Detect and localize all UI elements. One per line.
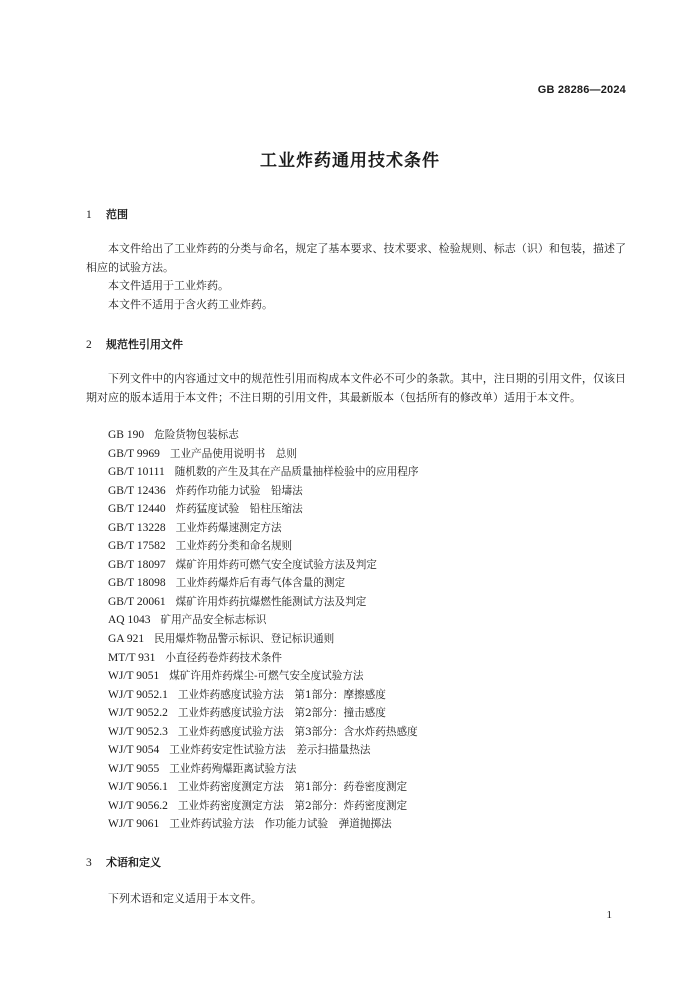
reference-item [108,537,418,556]
reference-title: 工业炸药密度测定方法 第2部分：炸药密度测定 [177,799,408,812]
reference-item [108,723,418,742]
reference-item [108,519,418,538]
reference-item [108,426,418,445]
reference-code: WJ/T 9061 [108,818,160,831]
paragraph: 下列术语和定义适用于本文件。 [108,892,262,905]
reference-title: 矿用产品安全标志标识 [160,614,267,627]
reference-code: GB/T 12436 [108,484,166,497]
reference-code: WJ/T 9056.2 [108,799,168,812]
reference-title: 工业炸药感度试验方法 第1部分：摩擦感度 [177,688,386,701]
reference-code: WJ/T 9052.2 [108,707,168,720]
reference-item [108,649,418,668]
reference-code: GB/T 9969 [108,447,160,460]
paragraph: 本文件不适用于含火药工业炸药。 [108,297,273,311]
reference-code: MT/T 931 [108,651,156,664]
reference-item [108,500,418,519]
reference-title: 煤矿许用炸药抗爆燃性能测试方法及判定 [175,595,367,608]
reference-code: AQ 1043 [108,614,151,627]
reference-code: GB/T 10111 [108,466,165,479]
reference-title: 民用爆炸物品警示标识、登记标识通则 [154,633,335,646]
reference-title: 危险货物包装标志 [154,429,239,441]
section-title: 范围 [106,208,128,221]
reference-code: GB/T 12440 [108,503,166,516]
reference-title: 工业炸药分类和命名规则 [175,540,293,553]
reference-item [108,797,418,816]
reference-code: WJ/T 9056.1 [108,781,168,794]
reference-title: 工业炸药感度试验方法 第2部分：撞击感度 [177,707,386,720]
page-number: 1 [606,909,612,921]
reference-code: GB/T 17582 [108,540,166,553]
reference-title: 小直径药卷炸药技术条件 [165,651,282,664]
reference-item [108,611,418,630]
section-number: 3 [86,857,92,869]
reference-item [108,445,418,464]
reference-title: 工业炸药安定性试验方法 差示扫描量热法 [169,744,371,757]
reference-item [108,593,418,612]
section-3-intro [86,890,626,909]
reference-title: 工业产品使用说明书 总则 [169,447,297,460]
section-2-intro [86,370,626,407]
reference-title: 随机数的产生及其在产品质量抽样检验中的应用程序 [174,466,419,479]
reference-code: WJ/T 9052.3 [108,725,168,738]
reference-code: GB/T 13228 [108,521,166,534]
reference-title: 炸药猛度试验 铅柱压缩法 [175,503,303,516]
reference-title: 工业炸药密度测定方法 第1部分：药卷密度测定 [177,781,408,794]
reference-item [108,463,418,482]
reference-title: 工业炸药爆速测定方法 [175,521,282,534]
reference-code: GB/T 18098 [108,577,166,590]
section-number: 2 [86,339,92,351]
reference-title: 煤矿许用炸药煤尘-可燃气安全度试验方法 [169,670,364,683]
reference-title: 工业炸药殉爆距离试验方法 [169,762,297,775]
section-1-heading [86,206,128,222]
reference-code: GB 190 [108,429,145,441]
reference-title: 工业炸药试验方法 作功能力试验 弹道抛掷法 [169,818,392,831]
reference-item [108,741,418,760]
reference-item [108,482,418,501]
reference-title: 煤矿许用炸药可燃气安全度试验方法及判定 [175,558,377,571]
reference-code: GB/T 20061 [108,595,166,608]
section-title: 规范性引用文件 [106,338,183,351]
reference-title: 工业炸药感度试验方法 第3部分：含水炸药热感度 [177,725,418,738]
reference-item [108,556,418,575]
reference-item [108,815,418,834]
paragraph: 下列文件中的内容通过文中的规范性引用而构成本文件必不可少的条款。其中，注日期的引用文件，仅该日期对应的版本适用于本文件；不注日期的引用文件，其最新版本（包括所有的修改单）适用于本文件。 [86,372,626,404]
document-title: 工业炸药通用技术条件 [260,151,440,171]
reference-code: WJ/T 9055 [108,762,160,775]
section-2-heading [86,336,183,352]
reference-item [108,686,418,705]
reference-item [108,630,418,649]
reference-item [108,704,418,723]
reference-code: WJ/T 9052.1 [108,688,168,701]
reference-code: GA 921 [108,633,145,646]
reference-item [108,760,418,779]
reference-title: 工业炸药爆炸后有毒气体含量的测定 [175,577,346,590]
section-3-heading [86,854,161,870]
reference-code: GB/T 18097 [108,558,166,571]
reference-item [108,667,418,686]
reference-code: WJ/T 9051 [108,670,160,683]
reference-list [108,426,418,834]
standard-number: GB 28286—2024 [537,84,626,96]
section-number: 1 [86,209,92,221]
reference-item [108,574,418,593]
reference-item [108,778,418,797]
reference-code: WJ/T 9054 [108,744,160,757]
section-1-body [86,240,626,314]
section-title: 术语和定义 [106,856,161,869]
paragraph: 本文件适用于工业炸药。 [108,279,229,292]
paragraph: 本文件给出了工业炸药的分类与命名，规定了基本要求、技术要求、检验规则、标志（识）和包装，描述了相应的试验方法。 [86,242,626,274]
reference-title: 炸药作功能力试验 铅壔法 [175,484,303,497]
